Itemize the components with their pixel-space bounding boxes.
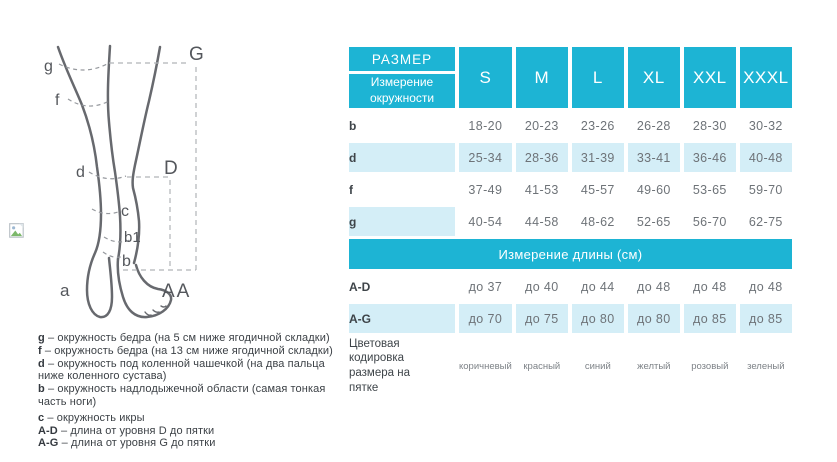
cell: 28-30 <box>692 118 727 133</box>
cell: 56-70 <box>692 214 727 229</box>
leg-outline <box>58 46 171 317</box>
cell: 28-36 <box>516 143 568 172</box>
cell: 26-28 <box>636 118 671 133</box>
diagram-label-g: g <box>44 58 53 75</box>
table-row-color-coding <box>349 336 792 396</box>
cell: 37-49 <box>468 182 503 197</box>
heel-color-cell: розовый <box>691 360 729 372</box>
guide-lines <box>109 63 196 270</box>
size-column-header-l: L <box>572 47 624 108</box>
size-table <box>345 44 796 399</box>
table-row-f <box>349 175 792 204</box>
heel-color-cell: коричневый <box>459 360 512 372</box>
length-section-header: Измерение длины (см) <box>349 239 792 269</box>
heel-color-cell: желтый <box>637 360 671 372</box>
cell: 59-70 <box>748 182 783 197</box>
cell: 62-75 <box>748 214 783 229</box>
table-row-b <box>349 111 792 140</box>
size-column-header-s: S <box>459 47 512 108</box>
size-column-header-xxl: XXL <box>684 47 736 108</box>
heel-color-cell: красный <box>523 360 561 372</box>
cell: до 85 <box>740 304 792 333</box>
cell: 48-62 <box>580 214 615 229</box>
cell: до 80 <box>572 304 624 333</box>
table-header-circumference: Измерение окружности <box>349 74 455 108</box>
diagram-label-G: G <box>189 44 204 65</box>
table-row-d <box>349 143 792 172</box>
cell: 31-39 <box>572 143 624 172</box>
cell: до 44 <box>581 279 615 294</box>
legend-item: f – окружность бедра (на 13 см ниже ягодичной складки) <box>38 344 333 357</box>
row-label: A-G <box>349 304 455 333</box>
cell: 40-54 <box>468 214 503 229</box>
size-column-header-xl: XL <box>628 47 680 108</box>
cell: 18-20 <box>468 118 503 133</box>
diagram-label-c: c <box>121 203 129 220</box>
diagram-label-f: f <box>55 92 60 109</box>
cell: 41-53 <box>524 182 559 197</box>
row-label: g <box>349 207 455 236</box>
cell: 23-26 <box>580 118 615 133</box>
cell: 36-46 <box>684 143 736 172</box>
diagram-label-b1: b1 <box>124 229 141 246</box>
leg-measurement-diagram <box>28 33 218 333</box>
cell: 30-32 <box>748 118 783 133</box>
legend-item: c – окружность икры <box>38 411 145 424</box>
cell: до 48 <box>749 279 783 294</box>
cell: до 48 <box>693 279 727 294</box>
cell: до 37 <box>468 279 503 294</box>
measurement-legend <box>38 332 348 450</box>
cell: 20-23 <box>524 118 559 133</box>
color-coding-label: Цветовая кодировка размера на пятке <box>349 337 410 394</box>
table-row-a-d <box>349 272 792 301</box>
legend-item: A-D – длина от уровня D до пятки <box>38 424 215 437</box>
table-header-size: РАЗМЕР <box>349 47 455 71</box>
cell: 53-65 <box>692 182 727 197</box>
legend-item: d – окружность под коленной чашечкой (на два пальца ниже коленного сустава) <box>38 357 325 383</box>
broken-image-icon <box>8 222 26 240</box>
size-column-header-xxxl: XXXL <box>740 47 792 108</box>
cell: 45-57 <box>580 182 615 197</box>
row-label: A-D <box>349 279 371 294</box>
size-column-header-m: M <box>516 47 568 108</box>
diagram-label-AA: AA <box>162 281 192 302</box>
diagram-label-D: D <box>164 158 178 179</box>
cell: до 80 <box>628 304 680 333</box>
cell: до 70 <box>459 304 512 333</box>
cell: 52-65 <box>636 214 671 229</box>
diagram-label-a: a <box>60 281 70 300</box>
cell: 40-48 <box>740 143 792 172</box>
heel-color-cell: синий <box>584 360 611 372</box>
legend-item: b – окружность надлодыжечной области (самая тонкая часть ноги) <box>38 383 326 408</box>
row-label: f <box>349 182 353 197</box>
length-section-header-row <box>349 239 792 269</box>
heel-color-cell: зеленый <box>747 360 785 372</box>
row-label: d <box>349 143 455 172</box>
table-row-g <box>349 207 792 236</box>
diagram-label-d: d <box>76 164 85 181</box>
cell: до 75 <box>516 304 568 333</box>
cell: до 40 <box>525 279 559 294</box>
row-label: b <box>349 118 357 133</box>
cell: до 48 <box>637 279 671 294</box>
cell: до 85 <box>684 304 736 333</box>
diagram-label-b: b <box>122 253 131 270</box>
cell: 44-58 <box>524 214 559 229</box>
legend-item: A-G – длина от уровня G до пятки <box>38 437 216 450</box>
cell: 49-60 <box>636 182 671 197</box>
table-row-a-g <box>349 304 792 333</box>
legend-item: g – окружность бедра (на 5 см ниже ягодичной складки) <box>38 332 330 344</box>
cell: 25-34 <box>459 143 512 172</box>
cell: 33-41 <box>628 143 680 172</box>
